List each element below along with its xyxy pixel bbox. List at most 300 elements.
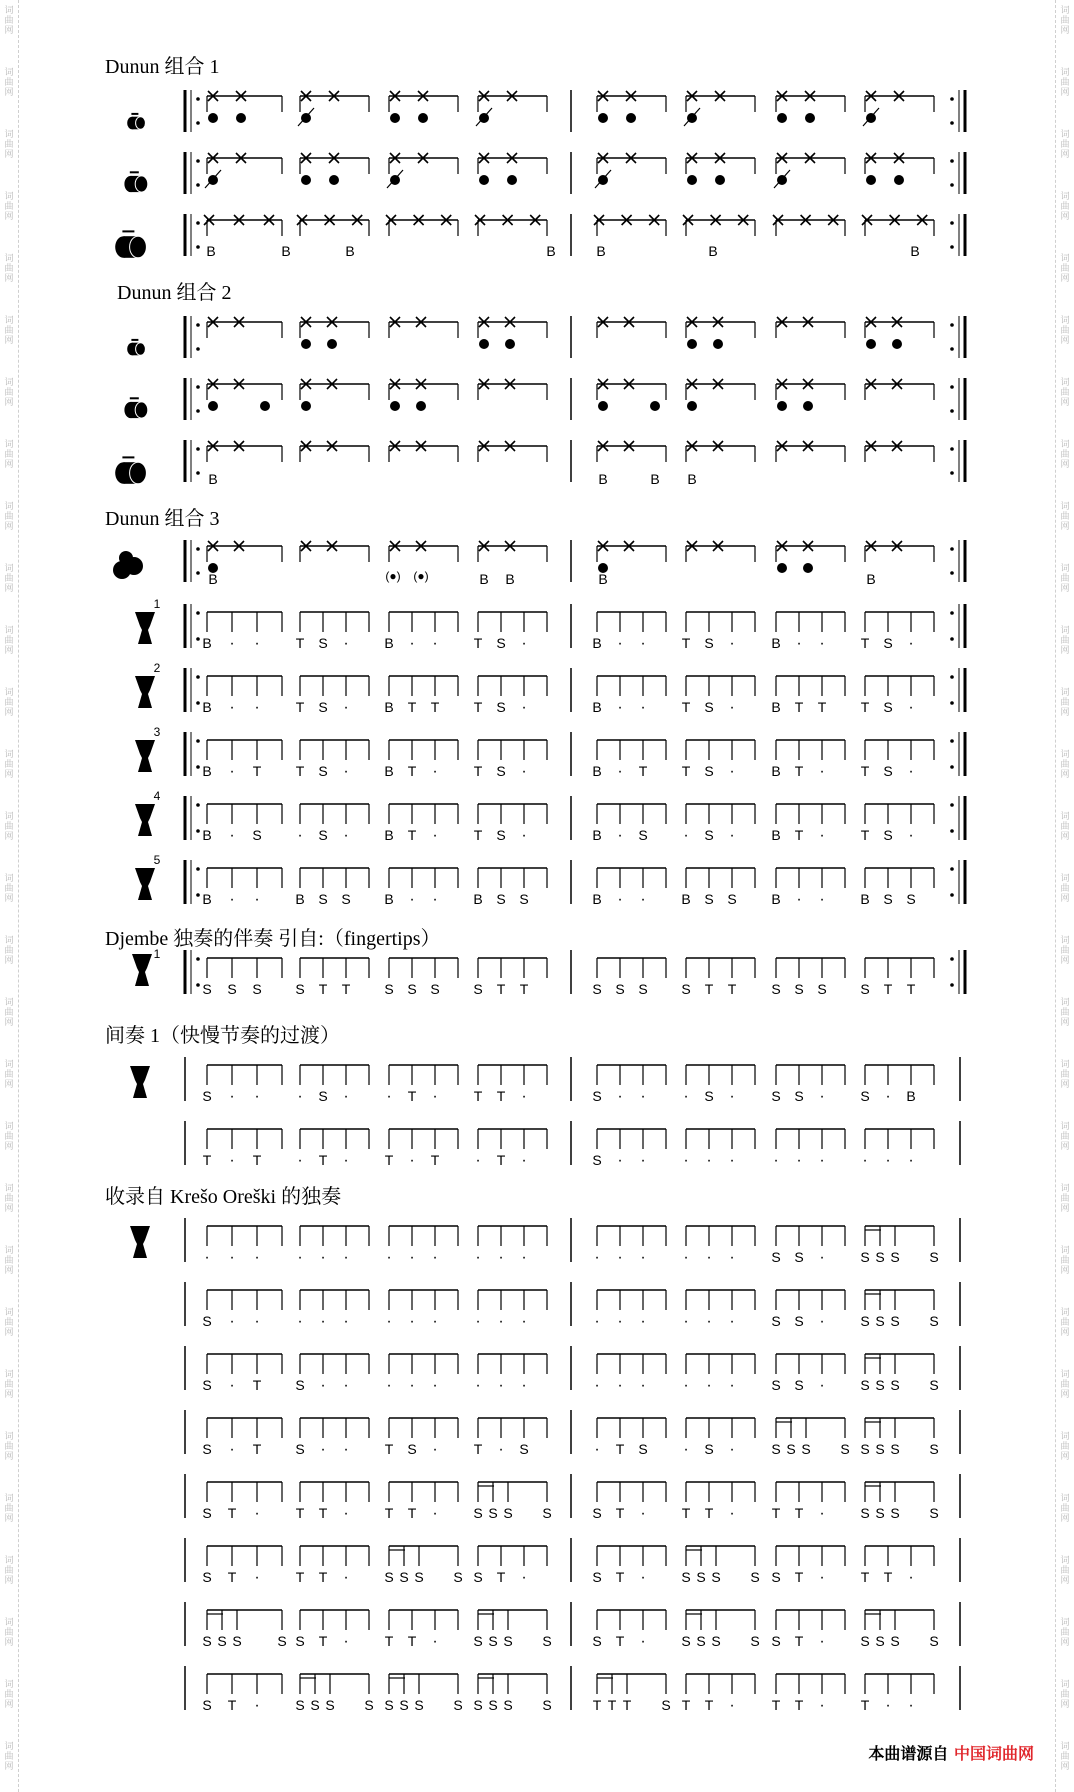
section-title-djembe-accompaniment: Djembe 独奏的伴奏 引自:（fingertips） xyxy=(105,928,441,950)
bass-letter: B xyxy=(910,243,920,259)
watermark-char: 曲 xyxy=(4,760,14,770)
bass-letter: B xyxy=(598,571,608,587)
djembe-icon xyxy=(135,868,155,900)
stroke-letter: S xyxy=(496,763,506,779)
stroke-letter: · xyxy=(521,1152,527,1169)
watermark-char: 曲 xyxy=(1060,140,1070,150)
stroke-letter: S xyxy=(929,1505,939,1521)
watermark-char: 曲 xyxy=(4,512,14,522)
note-head xyxy=(301,175,311,185)
watermark-char: 词 xyxy=(4,1494,14,1504)
stroke-letter: S xyxy=(929,1313,939,1329)
stroke-letter: T xyxy=(592,1697,602,1713)
stroke-letter: · xyxy=(409,1377,415,1394)
stroke-letter: S xyxy=(696,1633,706,1649)
watermark-char: 词 xyxy=(4,1122,14,1132)
stroke-letter: S xyxy=(771,1377,781,1393)
stroke-letter: · xyxy=(640,1633,646,1650)
watermark-char: 网 xyxy=(1060,894,1070,904)
stroke-letter: T xyxy=(615,1633,625,1649)
watermark-char: 曲 xyxy=(1060,636,1070,646)
stroke-letter: S xyxy=(704,1088,714,1104)
stroke-letter: S xyxy=(488,1505,498,1521)
note-head xyxy=(687,401,697,411)
stroke-letter: S xyxy=(890,1377,900,1393)
stroke-letter: T xyxy=(252,1377,262,1393)
stroke-letter: T xyxy=(681,635,691,651)
note-head xyxy=(416,401,426,411)
stroke-letter: · xyxy=(819,1088,825,1105)
watermark-char: 词 xyxy=(1060,1246,1070,1256)
watermark-char: 词 xyxy=(4,1184,14,1194)
large-dunun-icon-head xyxy=(130,462,147,484)
stroke-letter: T xyxy=(622,1697,632,1713)
stroke-letter: S xyxy=(929,1441,939,1457)
stroke-letter: T xyxy=(615,1569,625,1585)
stroke-letter: · xyxy=(683,1249,689,1266)
stroke-letter: S xyxy=(496,635,506,651)
note-head xyxy=(507,175,517,185)
stroke-letter: · xyxy=(594,1249,600,1266)
stroke-letter: B xyxy=(771,763,781,779)
stroke-letter: T xyxy=(727,981,737,997)
stroke-letter: · xyxy=(521,1377,527,1394)
watermark-char: 曲 xyxy=(4,1008,14,1018)
stroke-letter: · xyxy=(498,1313,504,1330)
note-head xyxy=(329,175,339,185)
stroke-letter: · xyxy=(254,1088,260,1105)
stroke-letter: S xyxy=(615,981,625,997)
stroke-letter: S xyxy=(488,1633,498,1649)
stroke-letter: · xyxy=(229,1088,235,1105)
stroke-letter: T xyxy=(407,1088,417,1104)
stroke-letter: S xyxy=(890,1505,900,1521)
repeat-dot xyxy=(196,765,200,769)
bass-letter: B xyxy=(206,243,216,259)
stroke-letter: · xyxy=(297,1313,303,1330)
watermark-char: 词 xyxy=(1060,564,1070,574)
watermark-char: 网 xyxy=(4,88,14,98)
note-head xyxy=(598,401,608,411)
djembe-icon xyxy=(135,740,155,772)
stroke-letter: S xyxy=(430,981,440,997)
note-head xyxy=(777,113,787,123)
stroke-letter: · xyxy=(498,1377,504,1394)
watermark-char: 网 xyxy=(1060,336,1070,346)
stroke-letter: · xyxy=(617,1249,623,1266)
medium-dunun-icon-head xyxy=(135,176,148,192)
stroke-letter: · xyxy=(521,763,527,780)
stroke-letter: S xyxy=(840,1441,850,1457)
note-head xyxy=(301,339,311,349)
stroke-letter: · xyxy=(343,1633,349,1650)
stroke-letter: T xyxy=(473,827,483,843)
stroke-letter: · xyxy=(521,699,527,716)
repeat-dot xyxy=(950,245,954,249)
stroke-letter: B xyxy=(473,891,483,907)
stroke-letter: · xyxy=(229,827,235,844)
stroke-letter: T xyxy=(318,1152,328,1168)
stroke-letter: S xyxy=(771,981,781,997)
watermark-char: 曲 xyxy=(1060,1070,1070,1080)
note-head xyxy=(894,175,904,185)
stroke-letter: · xyxy=(297,1152,303,1169)
stroke-letter: S xyxy=(883,699,893,715)
watermark-char: 网 xyxy=(4,522,14,532)
stroke-letter: · xyxy=(706,1377,712,1394)
note-head xyxy=(777,401,787,411)
bass-letter: B xyxy=(479,571,489,587)
repeat-dot xyxy=(950,983,954,987)
stroke-letter: T xyxy=(771,1505,781,1521)
stroke-letter: S xyxy=(890,1249,900,1265)
stroke-letter: · xyxy=(862,1152,868,1169)
watermark-char: 网 xyxy=(1060,150,1070,160)
stroke-letter: · xyxy=(796,891,802,908)
note-head xyxy=(236,113,246,123)
stroke-letter: T xyxy=(473,763,483,779)
stroke-letter: S xyxy=(681,1633,691,1649)
stroke-letter: · xyxy=(617,1152,623,1169)
stroke-letter: S xyxy=(860,1377,870,1393)
stroke-letter: · xyxy=(343,1441,349,1458)
watermark-char: 网 xyxy=(1060,1266,1070,1276)
stroke-letter: S xyxy=(794,981,804,997)
stroke-letter: · xyxy=(729,763,735,780)
stroke-letter: B xyxy=(384,699,394,715)
stroke-letter: S xyxy=(202,1088,212,1104)
bass-letter: B xyxy=(208,571,218,587)
note-head xyxy=(687,339,697,349)
note-head xyxy=(301,401,311,411)
watermark-char: 网 xyxy=(1060,212,1070,222)
stroke-letter: · xyxy=(729,699,735,716)
watermark-char: 词 xyxy=(1060,1618,1070,1628)
stroke-letter: T xyxy=(681,699,691,715)
watermark-char: 词 xyxy=(1060,440,1070,450)
watermark-char: 曲 xyxy=(1060,202,1070,212)
stroke-letter: · xyxy=(617,891,623,908)
djembe-icon xyxy=(132,954,152,986)
stroke-letter: T xyxy=(407,1505,417,1521)
stroke-letter: · xyxy=(819,827,825,844)
stroke-letter: · xyxy=(229,1152,235,1169)
stroke-letter: T xyxy=(794,699,804,715)
stroke-letter: T xyxy=(227,1505,237,1521)
repeat-dot xyxy=(196,739,200,743)
repeat-dot xyxy=(950,637,954,641)
repeat-dot xyxy=(950,323,954,327)
watermark-char: 词 xyxy=(1060,68,1070,78)
repeat-dot xyxy=(196,547,200,551)
stroke-letter: S xyxy=(711,1633,721,1649)
stroke-letter: B xyxy=(384,891,394,907)
watermark-char: 曲 xyxy=(1060,1690,1070,1700)
stroke-letter: S xyxy=(929,1377,939,1393)
watermark-char: 词 xyxy=(1060,812,1070,822)
stroke-letter: S xyxy=(890,1313,900,1329)
stroke-letter: T xyxy=(615,1505,625,1521)
watermark-char: 网 xyxy=(4,708,14,718)
repeat-dot xyxy=(196,97,200,101)
watermark-char: 曲 xyxy=(1060,78,1070,88)
note-head xyxy=(626,113,636,123)
stroke-letter: S xyxy=(592,1088,602,1104)
stroke-letter: · xyxy=(640,1313,646,1330)
stroke-letter: · xyxy=(475,1377,481,1394)
watermark-char: 曲 xyxy=(4,574,14,584)
repeat-dot xyxy=(196,611,200,615)
watermark-char: 曲 xyxy=(4,1256,14,1266)
watermark-char: 词 xyxy=(4,130,14,140)
stroke-letter: · xyxy=(320,1377,326,1394)
note-head xyxy=(803,401,813,411)
repeat-dot xyxy=(950,547,954,551)
stroke-letter: · xyxy=(409,891,415,908)
repeat-dot xyxy=(950,409,954,413)
watermark-char: 曲 xyxy=(1060,1132,1070,1142)
stroke-letter: · xyxy=(885,1088,891,1105)
stroke-letter: · xyxy=(729,1249,735,1266)
stroke-letter: S xyxy=(277,1633,287,1649)
stroke-letter: T xyxy=(681,1697,691,1713)
stroke-letter: · xyxy=(343,635,349,652)
stroke-letter: · xyxy=(343,1377,349,1394)
watermark-char: 词 xyxy=(1060,1556,1070,1566)
watermark-char: 网 xyxy=(4,398,14,408)
stroke-letter: · xyxy=(908,1697,914,1714)
note-head xyxy=(505,339,515,349)
stroke-letter: S xyxy=(929,1249,939,1265)
stroke-letter: · xyxy=(819,635,825,652)
stroke-letter: · xyxy=(432,1633,438,1650)
djembe-icon xyxy=(135,804,155,836)
stroke-letter: · xyxy=(683,1377,689,1394)
stroke-letter: S xyxy=(318,635,328,651)
stroke-letter: · xyxy=(796,635,802,652)
stroke-letter: T xyxy=(860,827,870,843)
stroke-letter: S xyxy=(875,1249,885,1265)
stroke-letter: T xyxy=(794,1633,804,1649)
stroke-letter: S xyxy=(592,1633,602,1649)
stroke-letter: S xyxy=(202,1633,212,1649)
stroke-letter: T xyxy=(407,827,417,843)
stroke-letter: S xyxy=(860,1505,870,1521)
stroke-letter: S xyxy=(318,763,328,779)
stroke-letter: S xyxy=(496,699,506,715)
stroke-letter: S xyxy=(771,1249,781,1265)
stroke-letter: · xyxy=(640,1249,646,1266)
watermark-char: 词 xyxy=(4,6,14,16)
stroke-letter: T xyxy=(473,699,483,715)
repeat-dot xyxy=(196,183,200,187)
repeat-dot xyxy=(196,471,200,475)
stroke-letter: T xyxy=(384,1633,394,1649)
watermark-char: 网 xyxy=(1060,770,1070,780)
stroke-letter: S xyxy=(681,1569,691,1585)
stroke-letter: · xyxy=(409,1152,415,1169)
repeat-dot xyxy=(196,409,200,413)
stroke-letter: S xyxy=(473,981,483,997)
watermark-char: 网 xyxy=(1060,1390,1070,1400)
muted-note: (●) xyxy=(413,569,429,583)
stroke-letter: · xyxy=(521,635,527,652)
watermark-char: 网 xyxy=(1060,274,1070,284)
stroke-letter: S xyxy=(875,1313,885,1329)
stroke-letter: T xyxy=(883,981,893,997)
stroke-letter: · xyxy=(386,1377,392,1394)
note-head xyxy=(208,113,218,123)
note-head xyxy=(327,339,337,349)
watermark-char: 网 xyxy=(4,956,14,966)
stroke-letter: · xyxy=(683,1152,689,1169)
stroke-letter: S xyxy=(711,1569,721,1585)
stroke-letter: T xyxy=(817,699,827,715)
stroke-letter: S xyxy=(704,763,714,779)
watermark-char: 网 xyxy=(1060,1762,1070,1772)
stroke-letter: · xyxy=(617,1313,623,1330)
watermark-char: 词 xyxy=(1060,874,1070,884)
watermark-char: 网 xyxy=(4,1700,14,1710)
stroke-letter: · xyxy=(594,1313,600,1330)
watermark-char: 曲 xyxy=(1060,1256,1070,1266)
watermark-char: 网 xyxy=(1060,1452,1070,1462)
repeat-dot xyxy=(950,803,954,807)
stroke-letter: T xyxy=(473,1088,483,1104)
watermark-char: 曲 xyxy=(1060,326,1070,336)
watermark-char: 词 xyxy=(4,502,14,512)
watermark-char: 网 xyxy=(4,1080,14,1090)
watermark-char: 曲 xyxy=(4,1380,14,1390)
watermark-char: 曲 xyxy=(1060,388,1070,398)
stroke-letter: T xyxy=(252,1441,262,1457)
watermark-char: 曲 xyxy=(1060,512,1070,522)
repeat-dot xyxy=(950,675,954,679)
source-credit xyxy=(868,1741,1034,1764)
stroke-letter: · xyxy=(640,1505,646,1522)
stroke-letter: · xyxy=(229,1313,235,1330)
stroke-letter: S xyxy=(364,1697,374,1713)
note-head xyxy=(803,563,813,573)
stroke-letter: · xyxy=(706,1152,712,1169)
watermark-char: 网 xyxy=(1060,1080,1070,1090)
djembe-icon xyxy=(135,676,155,708)
watermark-char: 词 xyxy=(1060,1370,1070,1380)
stroke-letter: · xyxy=(343,1088,349,1105)
stroke-letter: S xyxy=(217,1633,227,1649)
stroke-letter: S xyxy=(661,1697,671,1713)
watermark-char: 网 xyxy=(1060,832,1070,842)
watermark-char: 网 xyxy=(4,584,14,594)
repeat-dot xyxy=(950,159,954,163)
stroke-letter: S xyxy=(542,1697,552,1713)
stroke-letter: · xyxy=(729,1697,735,1714)
watermark-char: 曲 xyxy=(1060,16,1070,26)
stroke-letter: S xyxy=(202,1569,212,1585)
watermark-char: 曲 xyxy=(4,1194,14,1204)
watermark-char: 曲 xyxy=(4,1690,14,1700)
watermark-char: 曲 xyxy=(4,388,14,398)
watermark-char: 网 xyxy=(1060,956,1070,966)
watermark-char: 曲 xyxy=(4,140,14,150)
stroke-letter: T xyxy=(607,1697,617,1713)
stroke-letter: · xyxy=(819,1152,825,1169)
watermark-char: 曲 xyxy=(4,1318,14,1328)
watermark-char: 词 xyxy=(4,812,14,822)
watermark-char: 词 xyxy=(4,564,14,574)
stroke-letter: T xyxy=(430,1152,440,1168)
stroke-letter: T xyxy=(519,981,529,997)
stroke-letter: B xyxy=(202,699,212,715)
stroke-letter: S xyxy=(890,1441,900,1457)
stroke-letter: S xyxy=(771,1313,781,1329)
large-dunun-icon-head xyxy=(130,236,147,258)
stroke-letter: S xyxy=(704,891,714,907)
bass-letter: B xyxy=(708,243,718,259)
watermark-char: 词 xyxy=(4,936,14,946)
stroke-letter: T xyxy=(407,763,417,779)
stroke-letter: S xyxy=(232,1633,242,1649)
stroke-letter: S xyxy=(341,891,351,907)
repeat-dot xyxy=(950,183,954,187)
stroke-letter: · xyxy=(594,1377,600,1394)
repeat-dot xyxy=(950,739,954,743)
stroke-letter: B xyxy=(592,891,602,907)
watermark-char: 网 xyxy=(1060,708,1070,718)
watermark-char: 词 xyxy=(1060,626,1070,636)
stroke-letter: · xyxy=(432,1088,438,1105)
stroke-letter: · xyxy=(521,1313,527,1330)
repeat-dot xyxy=(950,957,954,961)
note-head xyxy=(260,401,270,411)
bass-letter: B xyxy=(687,471,697,487)
repeat-dot xyxy=(950,471,954,475)
repeat-dot xyxy=(950,829,954,833)
part-number: 5 xyxy=(153,853,161,867)
note-head xyxy=(479,339,489,349)
watermark-char: 曲 xyxy=(1060,1008,1070,1018)
watermark-char: 词 xyxy=(1060,378,1070,388)
stroke-letter: T xyxy=(860,1569,870,1585)
stroke-letter: S xyxy=(817,981,827,997)
stroke-letter: S xyxy=(488,1697,498,1713)
repeat-dot xyxy=(950,121,954,125)
stroke-letter: S xyxy=(704,827,714,843)
stroke-letter: T xyxy=(407,699,417,715)
watermark-char: 曲 xyxy=(4,202,14,212)
watermark-char: 网 xyxy=(4,274,14,284)
stroke-letter: S xyxy=(592,1152,602,1168)
watermark-char: 曲 xyxy=(1060,1318,1070,1328)
stroke-letter: · xyxy=(297,1088,303,1105)
stroke-letter: S xyxy=(252,827,262,843)
stroke-letter: S xyxy=(883,891,893,907)
stroke-letter: S xyxy=(202,981,212,997)
watermark-char: 词 xyxy=(1060,998,1070,1008)
stroke-letter: B xyxy=(592,635,602,651)
watermark-char: 词 xyxy=(4,1432,14,1442)
stroke-letter: · xyxy=(819,763,825,780)
djembe-icon xyxy=(130,1066,150,1098)
stroke-letter: S xyxy=(875,1633,885,1649)
stroke-letter: · xyxy=(475,1152,481,1169)
stroke-letter: · xyxy=(683,1313,689,1330)
stroke-letter: S xyxy=(473,1633,483,1649)
stroke-letter: S xyxy=(704,699,714,715)
stroke-letter: T xyxy=(384,1441,394,1457)
stroke-letter: T xyxy=(318,981,328,997)
watermark-char: 词 xyxy=(4,1680,14,1690)
